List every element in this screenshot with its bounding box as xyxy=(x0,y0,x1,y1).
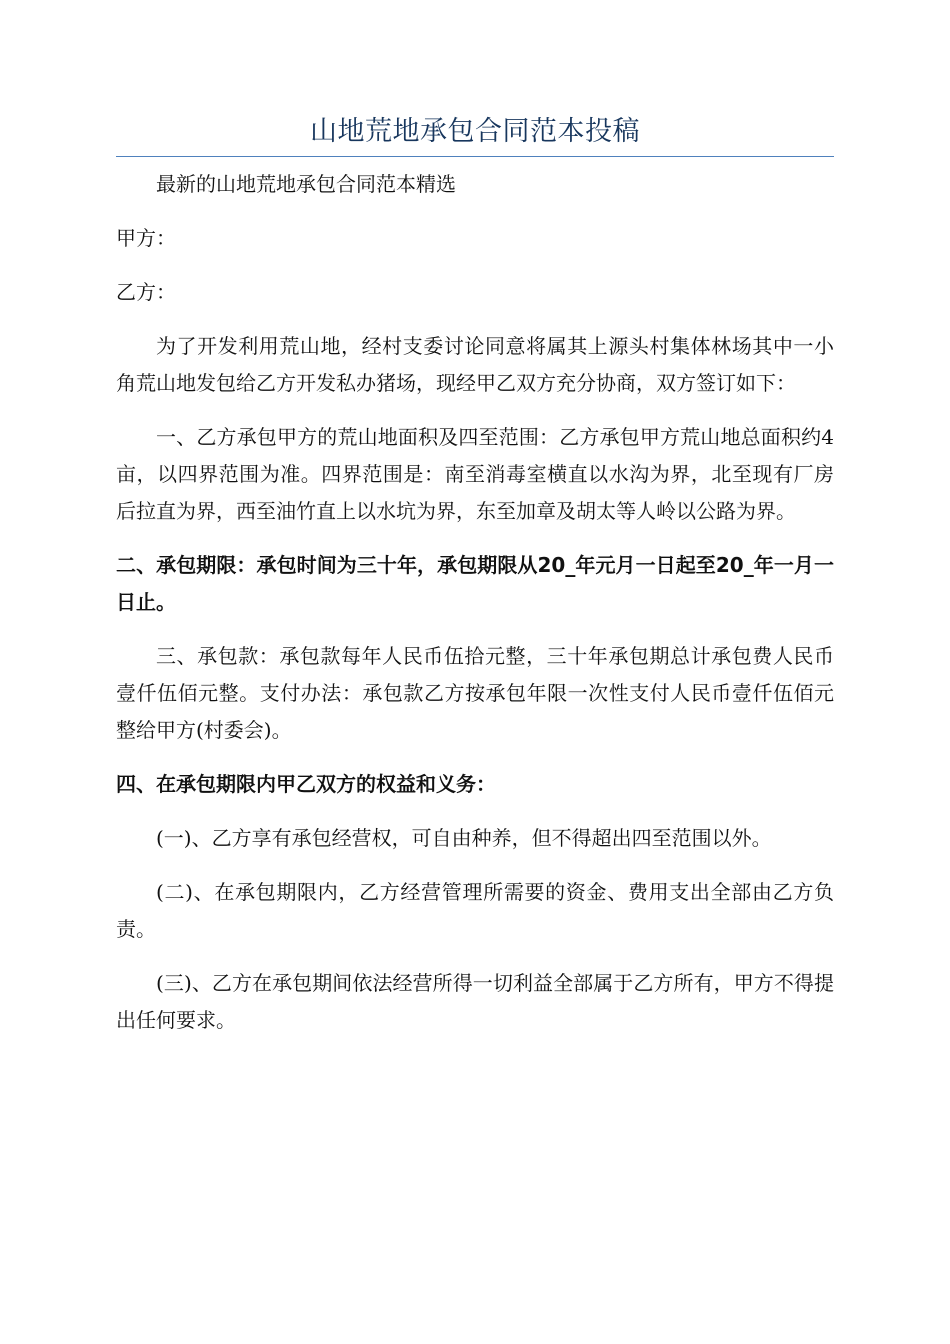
party-b-label: 乙方： xyxy=(116,280,176,304)
document-title: 山地荒地承包合同范本投稿 xyxy=(310,116,640,147)
clause-3-paragraph: 三、承包款：承包款每年人民币伍拾元整，三十年承包期总计承包费人民币壹仟伍佰元整。支付办法：承包款乙方按承包年限一次性支付人民币壹仟伍佰元整给甲方(村委会)。 xyxy=(116,644,834,742)
clause-2-heading: 二、承包期限：承包时间为三十年，承包期限从20_年元月一日起至20_年一月一日止。 xyxy=(116,553,834,614)
clause-1-paragraph: 一、乙方承包甲方的荒山地面积及四至范围：乙方承包甲方荒山地总面积约4亩，以四界范围为准。四界范围是：南至消毒室横直以水沟为界，北至现有厂房后拉直为界，西至油竹直上以水坑为界，东至加章及胡太等人岭以公路为界。 xyxy=(116,425,834,523)
intro-paragraph: 为了开发利用荒山地，经村支委讨论同意将属其上源头村集体林场其中一小角荒山地发包给乙方开发私办猪场，现经甲乙双方充分协商，双方签订如下： xyxy=(116,334,834,395)
item-2-paragraph: (二)、在承包期限内，乙方经营管理所需要的资金、费用支出全部由乙方负责。 xyxy=(116,880,834,941)
clause-4-heading: 四、在承包期限内甲乙双方的权益和义务： xyxy=(116,772,496,796)
item-3-paragraph: (三)、乙方在承包期间依法经营所得一切利益全部属于乙方所有，甲方不得提出任何要求。 xyxy=(116,971,834,1032)
subtitle-paragraph: 最新的山地荒地承包合同范本精选 xyxy=(156,172,456,196)
title-block xyxy=(116,112,834,157)
party-a-label: 甲方： xyxy=(116,226,176,250)
document-body xyxy=(116,166,834,1056)
item-1-paragraph: (一)、乙方享有承包经营权，可自由种养，但不得超出四至范围以外。 xyxy=(156,826,772,850)
